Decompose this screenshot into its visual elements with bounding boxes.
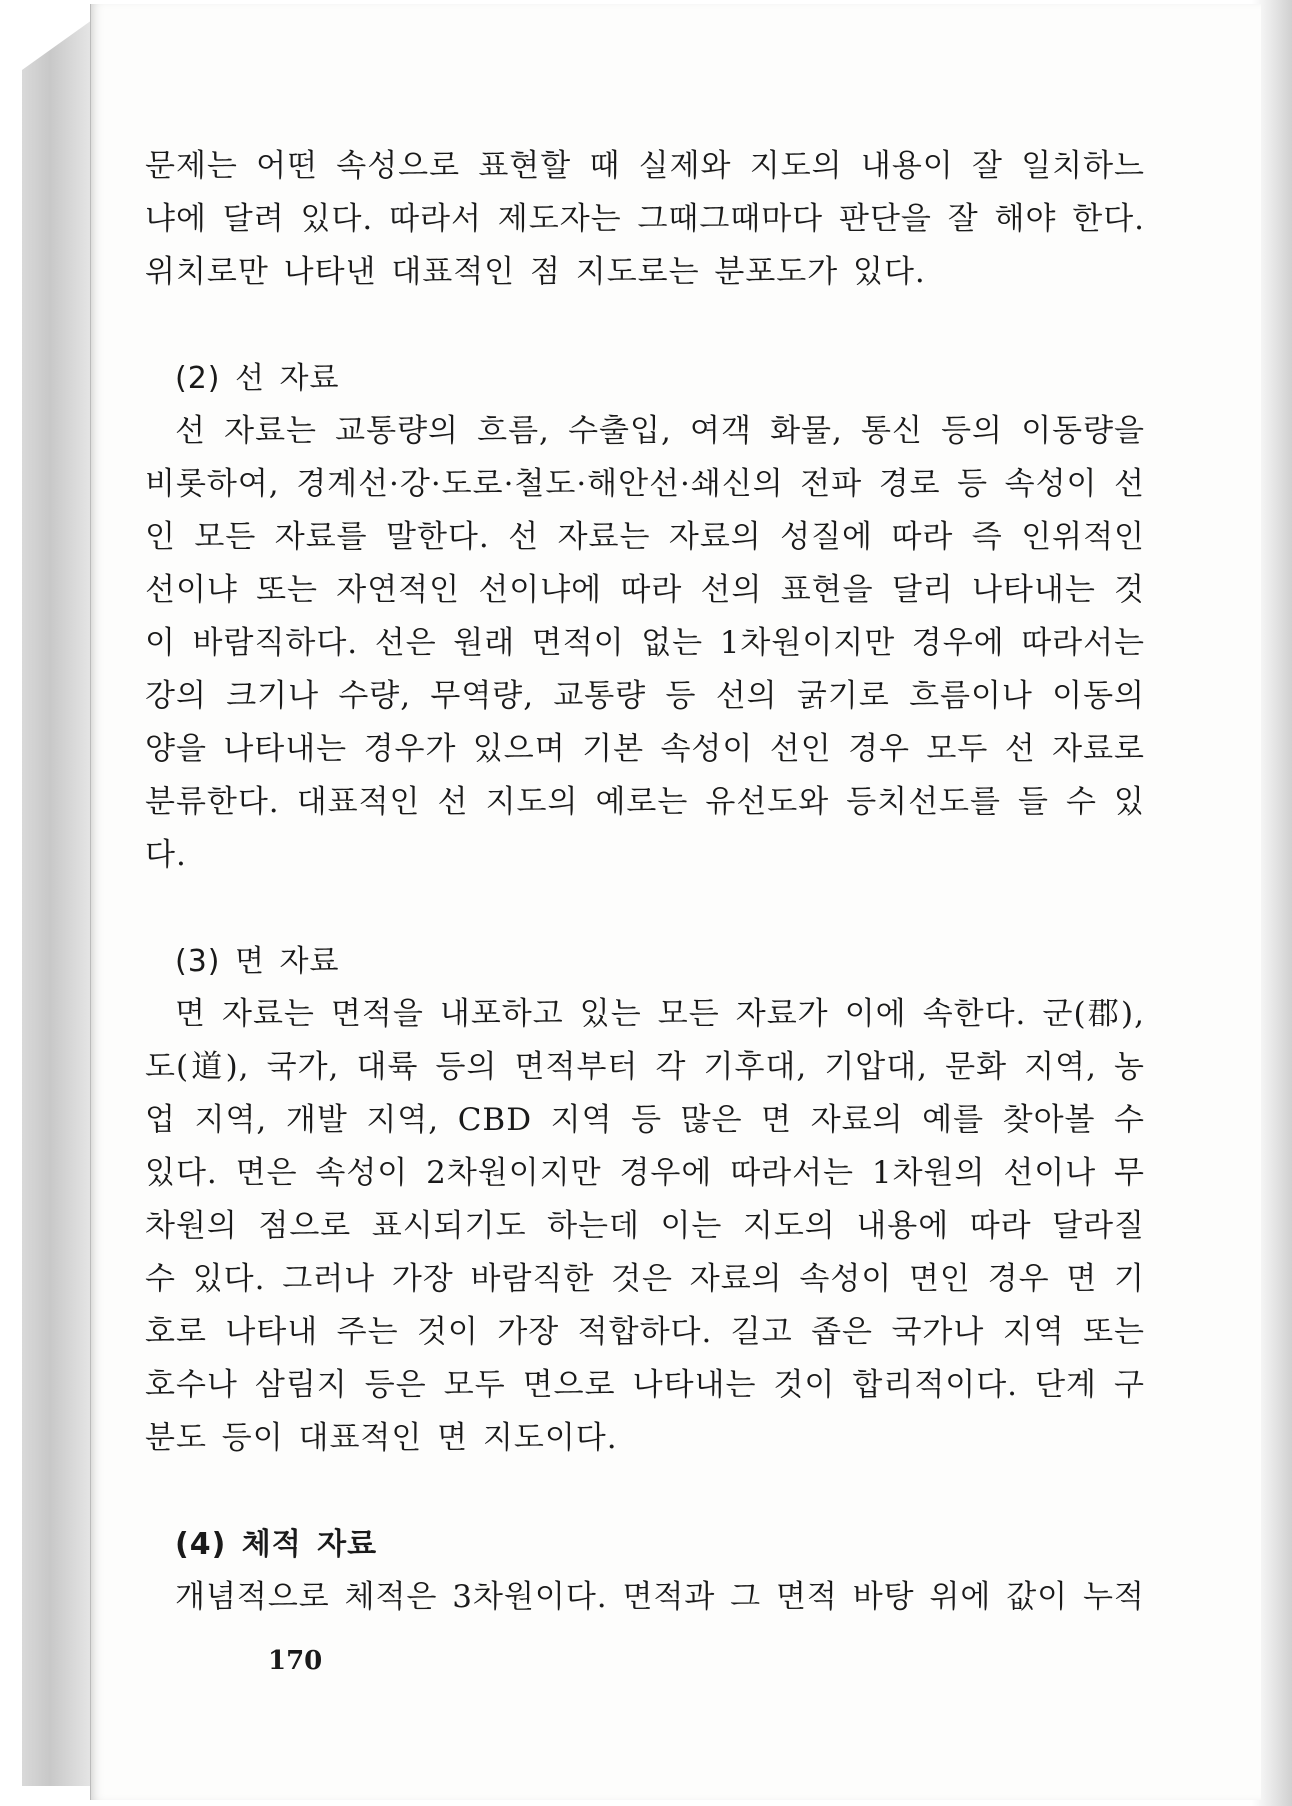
line-data-paragraph: 선 자료는 교통량의 흐름, 수출입, 여객 화물, 통신 등의 이동량을 비롯하여, 경계선·강·도로·철도·해안선·쇄신의 전파 경로 등 속성이 선인 모든 자료를 말한다. 선 자료는 자료의 성질에 따라 즉 인위적인 선이냐 또는 자연적인 선이냐에 따라 선의 표현을 달리 나타내는 것이 바람직하다. 선은 원래 면적이 없는 1차원이지만 경우에 따라서는 강의 크기나 수량, 무역량, 교통량 등 선의 굵기로 흐름이나 이동의 양을 나타내는 경우가 있으며 기본 속성이 선인 경우 모두 선 자료로 분류한다. 대표적인 선 지도의 예로는 유선도와 등치선도를 들 수 있다. (145, 413, 1145, 873)
section-heading-volume-data: (4) 체적 자료 (175, 1527, 378, 1562)
page-content (145, 140, 1145, 1624)
area-data-paragraph: 면 자료는 면적을 내포하고 있는 모든 자료가 이에 속한다. 군(郡), 도(道), 국가, 대륙 등의 면적부터 각 기후대, 기압대, 문화 지역, 농업 지역, 개발 지역, CBD 지역 등 많은 면 자료의 예를 찾아볼 수 있다. 면은 속성이 2차원이지만 경우에 따라서는 1차원의 선이나 무차원의 점으로 표시되기도 하는데 이는 지도의 내용에 따라 달라질 수 있다. 그러나 가장 바람직한 것은 자료의 속성이 면인 경우 면 기호로 나타내 주는 것이 가장 적합하다. 길고 좁은 국가나 지역 또는 호수나 삼림지 등은 모두 면으로 나타내는 것이 합리적이다. 단계 구분도 등이 대표적인 면 지도이다. (145, 996, 1145, 1456)
intro-paragraph: 문제는 어떤 속성으로 표현할 때 실제와 지도의 내용이 잘 일치하느냐에 달려 있다. 따라서 제도자는 그때그때마다 판단을 잘 해야 한다. 위치로만 나타낸 대표적인 점 지도로는 분포도가 있다. (145, 148, 1145, 290)
section-heading-area-data: (3) 면 자료 (175, 944, 340, 979)
page-number: 170 (268, 1646, 323, 1676)
volume-data-paragraph: 개념적으로 체적은 3차원이다. 면적과 그 면적 바탕 위에 값이 누적 (175, 1579, 1145, 1615)
book-edge (22, 20, 92, 1786)
section-heading-line-data: (2) 선 자료 (175, 361, 340, 396)
